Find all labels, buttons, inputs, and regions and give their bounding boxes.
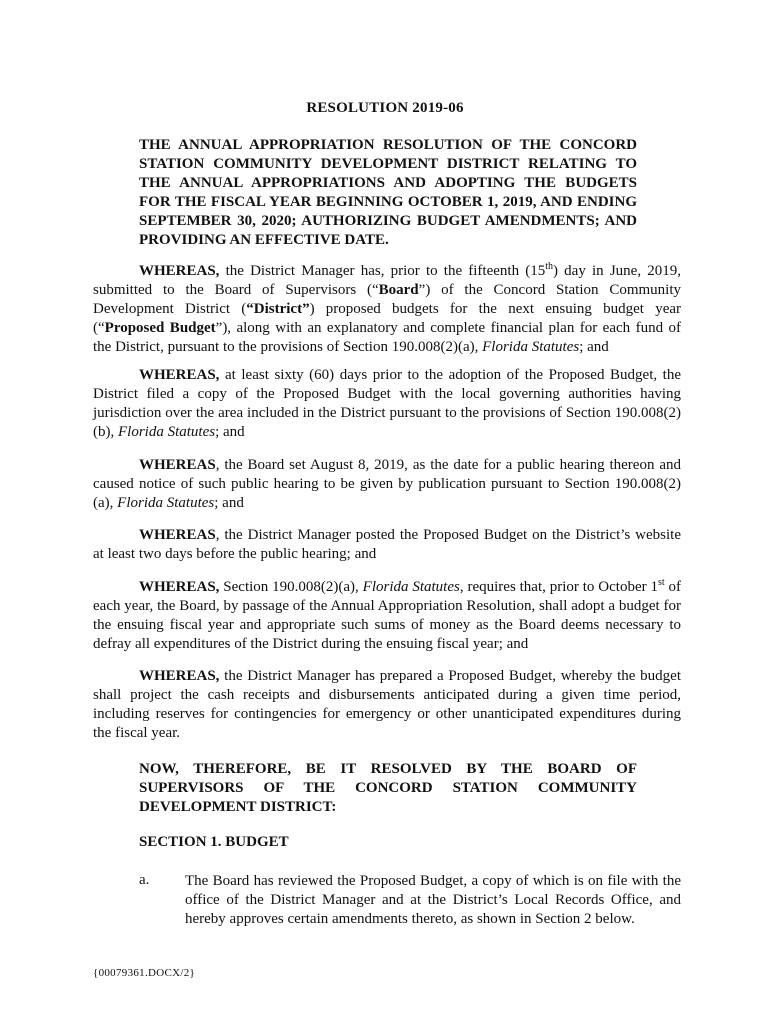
whereas-label: WHEREAS, <box>139 263 220 279</box>
resolved-clause: NOW, THEREFORE, BE IT RESOLVED BY THE BOARD OF SUPERVISORS OF THE CONCORD STATION COMMUNITY DEVELOPMENT DISTRICT: <box>139 761 637 815</box>
whereas-paragraph-4: WHEREAS, the District Manager posted the Proposed Budget on the District’s website at least two days before the public hearing; and <box>93 527 681 562</box>
whereas-label: WHEREAS, <box>139 579 220 595</box>
whereas-label: WHEREAS, <box>139 668 220 684</box>
item-a-text: The Board has reviewed the Proposed Budget, a copy of which is on file with the office of the District Manager and at the District’s Local Records Office, and hereby approves certain amendments thereto, as shown in Section 2 below. <box>185 873 681 927</box>
resolution-heading: THE ANNUAL APPROPRIATION RESOLUTION OF THE CONCORD STATION COMMUNITY DEVELOPMENT DISTRICT RELATING TO THE ANNUAL APPROPRIATIONS AND ADOPTING THE BUDGETS FOR THE FISCAL YEAR BEGINNING OCTOBER 1, 2019, AND ENDING SEPTEMBER 30, 2020; AUTHORIZING BUDGET AMENDMENTS; AND PROVIDING AN EFFECTIVE DATE. <box>139 137 637 248</box>
whereas-paragraph-5: WHEREAS, Section 190.008(2)(a), Florida Statutes, requires that, prior to October 1st of each year, the Board, by passage of the Annual Appropriation Resolution, shall adopt a budget for the ensuing fiscal year and appropriate such sums of money as the Board deems necessary to defray all expenditures of the District during the ensuing fiscal year; and <box>93 577 681 652</box>
whereas-label: WHEREAS, <box>139 367 220 383</box>
resolution-title: RESOLUTION 2019-06 <box>306 100 464 116</box>
document-footer-id: {00079361.DOCX/2} <box>93 967 196 979</box>
whereas-paragraph-2: WHEREAS, at least sixty (60) days prior to the adoption of the Proposed Budget, the District filed a copy of the Proposed Budget with the local governing authorities having jurisdiction over the area included in the District pursuant to the provisions of Section 190.008(2)(b), Florida Statutes; and <box>93 367 681 440</box>
whereas-paragraph-6: WHEREAS, the District Manager has prepared a Proposed Budget, whereby the budget shall project the cash receipts and disbursements anticipated during a given time period, including reserves for contingencies for emergency or other unanticipated expenditures during the fiscal year. <box>93 668 681 741</box>
whereas-paragraph-1: WHEREAS, the District Manager has, prior to the fifteenth (15th) day in June, 2019, submitted to the Board of Supervisors (“Board”) of the Concord Station Community Development District (“District”) proposed budgets for the next ensuing budget year (“Proposed Budget”), along with an explanatory and complete financial plan for each fund of the District, pursuant to the provisions of Section 190.008(2)(a), Florida Statutes; and <box>93 261 682 355</box>
item-a-label: a. <box>139 872 150 888</box>
whereas-paragraph-3: WHEREAS, the Board set August 8, 2019, as the date for a public hearing thereon and caused notice of such public hearing to be given by publication pursuant to Section 190.008(2)(a), Florida Statutes; and <box>93 457 681 511</box>
section-1-heading: SECTION 1. BUDGET <box>139 834 289 850</box>
whereas-label: WHEREAS <box>139 527 216 543</box>
whereas-label: WHEREAS <box>139 457 216 473</box>
